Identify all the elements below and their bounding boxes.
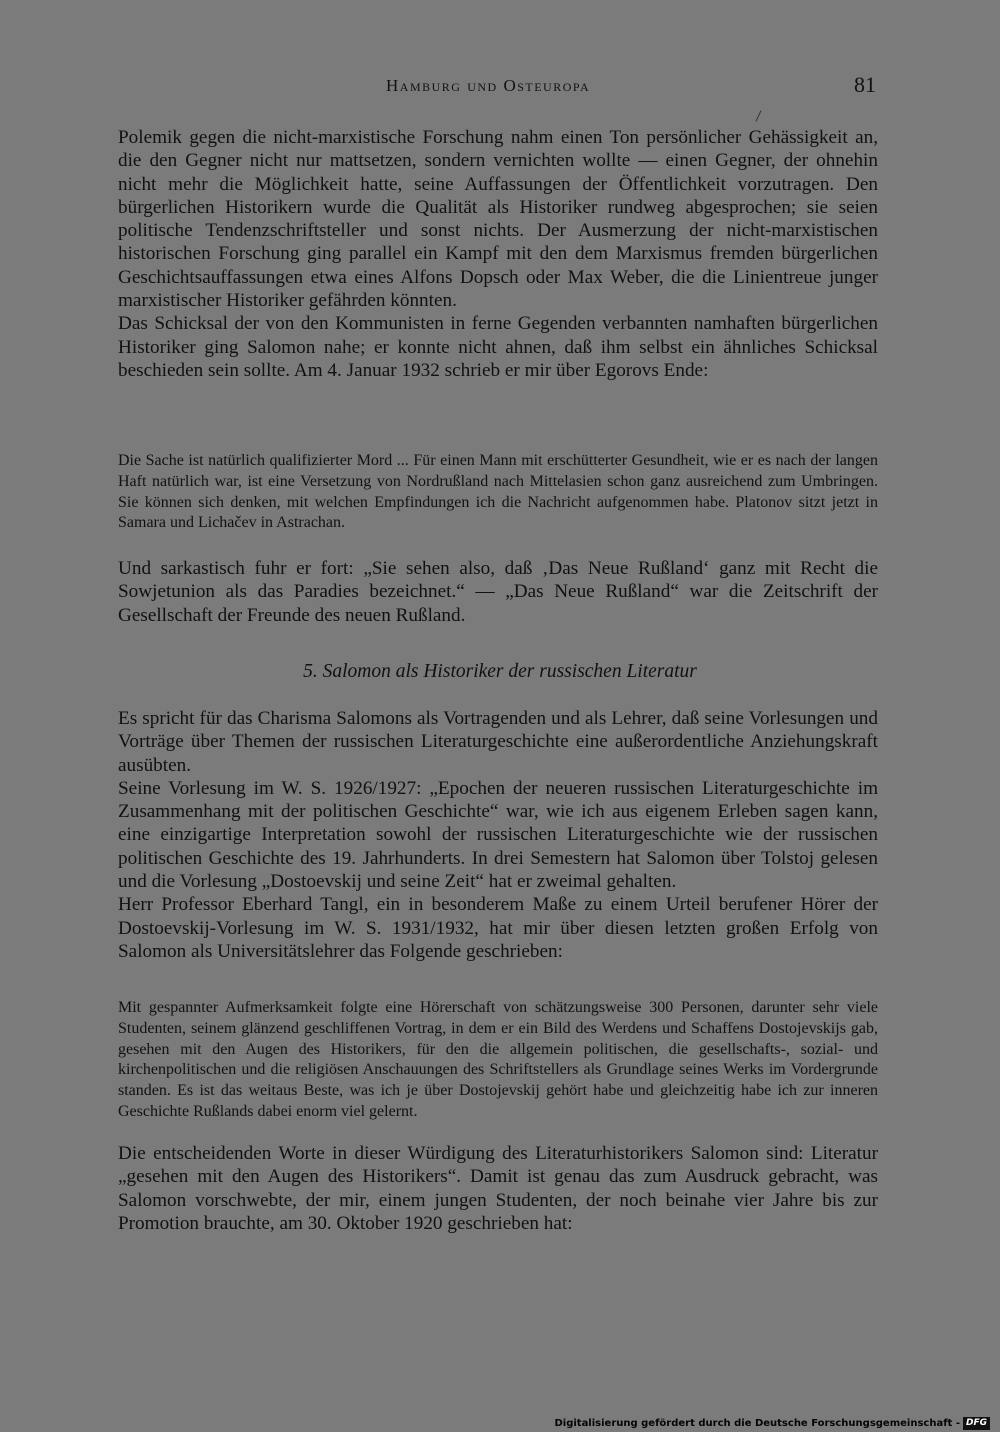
body-text-block-2 bbox=[118, 557, 878, 627]
paragraph: Es spricht für das Charisma Salomons als Vortragenden und als Lehrer, daß seine Vorlesungen und Vorträge über Themen der russischen Literaturgeschichte eine außerordentliche Anziehungskraft ausübten. bbox=[118, 708, 878, 776]
paragraph: Und sarkastisch fuhr er fort: „Sie sehen also, daß ‚Das Neue Rußland‘ ganz mit Recht die Sowjetunion als das Paradies bezeichnet.“ — „Das Neue Rußland“ war die Zeitschrift der Gesellschaft der Freunde des neuen Rußland. bbox=[118, 558, 878, 626]
dfg-logo: DFG bbox=[963, 1417, 990, 1430]
digitization-credit bbox=[554, 1416, 990, 1430]
credit-text: Digitalisierung gefördert durch die Deutsche Forschungsgemeinschaft - bbox=[554, 1417, 960, 1429]
paragraph: Das Schicksal der von den Kommunisten in ferne Gegenden verbannten namhaften bürgerlichen Historiker ging Salomon nahe; er konnte nicht ahnen, daß ihm selbst ein ähnliches Schicksal beschieden sein sollte. Am 4. Januar 1932 schrieb er mir über Egorovs Ende: bbox=[118, 313, 878, 381]
block-quote-1 bbox=[118, 451, 878, 534]
scan-mark bbox=[756, 110, 762, 121]
section-heading: 5. Salomon als Historiker der russischen Literatur bbox=[303, 661, 697, 682]
paragraph: Polemik gegen die nicht-marxistische Forschung nahm einen Ton persönlicher Gehässigkeit an, die den Gegner nicht nur mattsetzen, sondern vernichten wollte — einen Gegner, der ohnehin nicht mehr die Möglichkeit hatte, seine Auffassungen der Öffentlichkeit vorzutragen. Den bürgerlichen Historikern wurde die Qualität als Historiker rundweg abgesprochen; sie seien politische Tendenzschriftsteller und sonst nichts. Der Ausmerzung der nicht-marxistischen historischen Forschung ging parallel ein Kampf mit den dem Marxismus fremden bürgerlichen Geschichtsauffassungen etwa eines Alfons Dopsch oder Max Weber, die die Linientreue junger marxistischer Historiker gefährden könnten. bbox=[118, 127, 878, 312]
quote-text: Mit gespannter Aufmerksamkeit folgte eine Hörerschaft von schätzungsweise 300 Personen, darunter sehr viele Studenten, seinem glänzend geschliffenen Vortrag, in dem er ein Bild des Werdens und Schaffens Dostojevskijs gab, gesehen mit den Augen des Historikers, für den die allgemein politischen, die gesellschafts-, sozial- und kirchenpolitischen und die religiösen Anschauungen des Schriftstellers als Grundlage seines Werks im Vordergrunde standen. Es ist das weitaus Beste, was ich je über Dostojevskij gehört habe und gleichzeitig habe ich zur inneren Geschichte Rußlands dabei enorm viel gelernt. bbox=[118, 999, 878, 1120]
page-number: 81 bbox=[854, 72, 876, 97]
paragraph: Seine Vorlesung im W. S. 1926/1927: „Epochen der neueren russischen Literaturgeschichte im Zusammenhang mit der politischen Geschichte“ war, wie ich aus eigenem Erleben sagen kann, eine einzigartige Interpretation sowohl der russischen Literaturgeschichte wie der russischen politischen Geschichte des 19. Jahrhunderts. In drei Semestern hat Salomon über Tolstoj gelesen und die Vorlesung „Dostoevskij und seine Zeit“ hat er zweimal gehalten. bbox=[118, 777, 878, 893]
running-head bbox=[0, 72, 1000, 100]
body-text-block-3 bbox=[118, 707, 878, 963]
block-quote-2 bbox=[118, 998, 878, 1123]
running-title: Hamburg und Osteuropa bbox=[386, 76, 591, 95]
quote-text: Die Sache ist natürlich qualifizierter Mord ... Für einen Mann mit erschütterter Gesundheit, wie er es nach der langen Haft natürlich war, ist eine Versetzung von Nordrußland nach Mittelasien schon ganz ausreichend zum Umbringen. Sie können sich denken, mit welchen Empfindungen ich die Nachricht aufgenommen habe. Platonov sitzt jetzt in Samara und Lichačev in Astrachan. bbox=[118, 452, 878, 532]
paragraph: Die entscheidenden Worte in dieser Würdigung des Literaturhistorikers Salomon sind: Literatur „gesehen mit den Augen des Historikers“. Damit ist genau das zum Ausdruck gebracht, was Salomon vorschwebte, der mir, einem jungen Studenten, der noch beinahe vier Jahre bis zur Promotion brauchte, am 30. Oktober 1920 geschrieben hat: bbox=[118, 1143, 878, 1234]
body-text-block-4 bbox=[118, 1142, 878, 1235]
body-text-block-1 bbox=[118, 126, 878, 382]
paragraph: Herr Professor Eberhard Tangl, ein in besonderem Maße zu einem Urteil berufener Hörer der Dostoevskij-Vorlesung im W. S. 1931/1932, hat mir über diesen letzten großen Erfolg von Salomon als Universitätslehrer das Folgende geschrieben: bbox=[118, 894, 878, 962]
